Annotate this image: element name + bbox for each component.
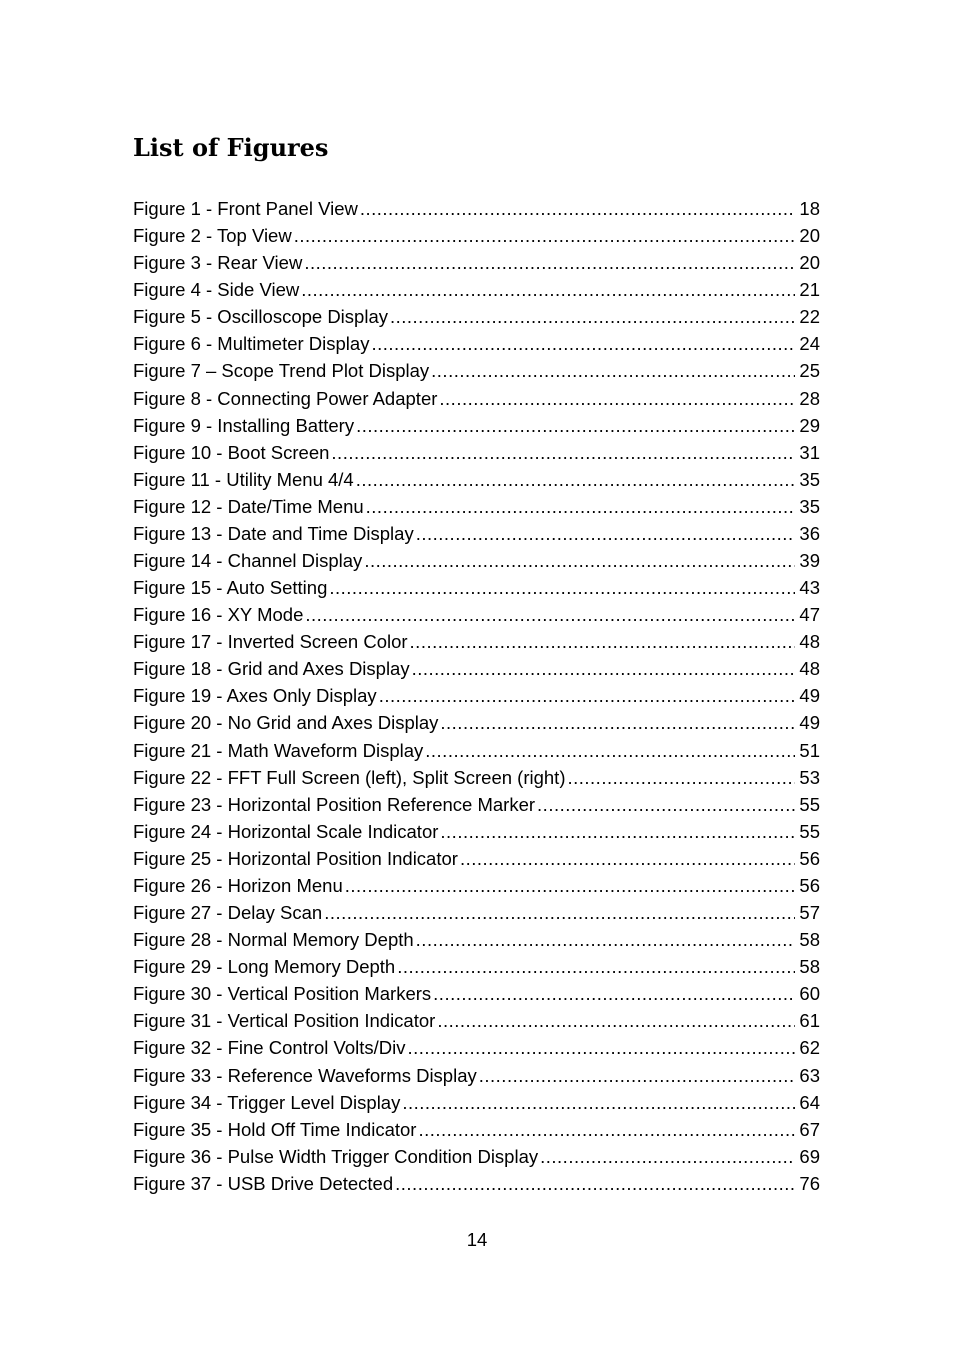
figure-title: Figure 19 - Axes Only Display xyxy=(133,685,377,707)
figure-list-item[interactable] xyxy=(133,1089,820,1116)
figure-title: Figure 23 - Horizontal Position Reference Marker xyxy=(133,793,536,815)
dot-leader xyxy=(331,439,795,466)
figure-list-item[interactable] xyxy=(133,791,820,818)
figure-page-number: 39 xyxy=(799,550,820,572)
figure-list-item[interactable] xyxy=(133,818,820,845)
figure-title: Figure 9 - Installing Battery xyxy=(133,414,355,436)
figure-title: Figure 33 - Reference Waveforms Display xyxy=(133,1064,477,1086)
figure-page-number: 63 xyxy=(799,1064,820,1086)
figure-list-item[interactable] xyxy=(133,330,820,357)
page-number: 14 xyxy=(466,1229,488,1250)
figure-page-number: 35 xyxy=(799,468,820,490)
figure-title: Figure 1 - Front Panel View xyxy=(133,198,358,219)
figure-page-number: 43 xyxy=(799,577,820,599)
dot-leader xyxy=(416,520,796,547)
figure-list-item[interactable] xyxy=(133,574,820,601)
figure-page-number: 35 xyxy=(799,495,820,517)
figure-list-item[interactable] xyxy=(133,655,820,682)
figure-page-number: 57 xyxy=(799,902,820,924)
figure-page-number: 25 xyxy=(799,360,820,382)
dot-leader xyxy=(537,791,795,818)
dot-leader xyxy=(439,385,795,412)
figure-page-number: 29 xyxy=(799,414,820,436)
dot-leader xyxy=(460,845,795,872)
figure-page-number: 51 xyxy=(799,739,820,761)
dot-leader xyxy=(416,926,796,953)
dot-leader xyxy=(329,574,795,601)
figure-page-number: 49 xyxy=(799,685,820,707)
figure-list-item[interactable] xyxy=(133,953,820,980)
figure-title: Figure 28 - Normal Memory Depth xyxy=(133,929,414,951)
dot-leader xyxy=(356,412,795,439)
dot-leader xyxy=(294,222,796,249)
figure-page-number: 69 xyxy=(799,1145,820,1167)
dot-leader xyxy=(440,709,795,736)
dot-leader xyxy=(324,899,795,926)
figure-list-item[interactable] xyxy=(133,682,820,709)
dot-leader xyxy=(567,764,795,791)
figure-page-number: 31 xyxy=(799,441,820,463)
figure-list-item[interactable] xyxy=(133,547,820,574)
dot-leader xyxy=(305,601,795,628)
figure-title: Figure 8 - Connecting Power Adapter xyxy=(133,387,438,409)
figure-page-number: 21 xyxy=(799,279,820,301)
figure-title: Figure 35 - Hold Off Time Indicator xyxy=(133,1118,417,1140)
figure-list-item[interactable] xyxy=(133,1170,820,1197)
dot-leader xyxy=(431,357,795,384)
figure-page-number: 20 xyxy=(799,252,820,274)
figure-title: Figure 34 - Trigger Level Display xyxy=(133,1091,401,1113)
figure-title: Figure 37 - USB Drive Detected xyxy=(133,1172,394,1194)
figure-page-number: 76 xyxy=(799,1172,820,1194)
figure-title: Figure 18 - Grid and Axes Display xyxy=(133,658,410,680)
figure-page-number: 22 xyxy=(799,306,820,328)
dot-leader xyxy=(379,682,796,709)
figure-list-item[interactable] xyxy=(133,357,820,384)
figure-list-item[interactable] xyxy=(133,601,820,628)
figure-title: Figure 25 - Horizontal Position Indicator xyxy=(133,847,458,869)
figure-page-number: 58 xyxy=(799,929,820,951)
dot-leader xyxy=(356,466,796,493)
figure-list-item[interactable] xyxy=(133,439,820,466)
figure-page-number: 55 xyxy=(799,820,820,842)
dot-leader xyxy=(364,547,795,574)
figure-list-item[interactable] xyxy=(133,385,820,412)
figure-title: Figure 4 - Side View xyxy=(133,279,300,301)
figure-list-item[interactable] xyxy=(133,222,820,249)
figure-title: Figure 31 - Vertical Position Indicator xyxy=(133,1010,436,1032)
figure-title: Figure 15 - Auto Setting xyxy=(133,577,328,599)
figure-page-number: 67 xyxy=(799,1118,820,1140)
dot-leader xyxy=(360,195,796,222)
figure-title: Figure 6 - Multimeter Display xyxy=(133,333,370,355)
figure-page-number: 36 xyxy=(799,522,820,544)
figure-title: Figure 5 - Oscilloscope Display xyxy=(133,306,388,328)
figure-title: Figure 12 - Date/Time Menu xyxy=(133,495,364,517)
figure-list-item[interactable] xyxy=(133,195,820,222)
dot-leader xyxy=(397,953,795,980)
figure-title: Figure 13 - Date and Time Display xyxy=(133,522,414,544)
dot-leader xyxy=(395,1170,795,1197)
figure-list-item[interactable] xyxy=(133,899,820,926)
figure-list-item[interactable] xyxy=(133,303,820,330)
figure-title: Figure 30 - Vertical Position Markers xyxy=(133,983,432,1005)
figure-list-item[interactable] xyxy=(133,1143,820,1170)
figure-title: Figure 32 - Fine Control Volts/Div xyxy=(133,1037,406,1059)
figure-list-item[interactable] xyxy=(133,412,820,439)
dot-leader xyxy=(437,1007,795,1034)
figure-title: Figure 27 - Delay Scan xyxy=(133,902,323,924)
figure-page-number: 48 xyxy=(799,631,820,653)
figure-list-item[interactable] xyxy=(133,1007,820,1034)
figure-title: Figure 17 - Inverted Screen Color xyxy=(133,631,408,653)
figure-list-item[interactable] xyxy=(133,980,820,1007)
figure-title: Figure 29 - Long Memory Depth xyxy=(133,956,396,978)
figure-title: Figure 26 - Horizon Menu xyxy=(133,874,343,896)
figure-page-number: 64 xyxy=(799,1091,820,1113)
dot-leader xyxy=(410,628,796,655)
dot-leader xyxy=(345,872,796,899)
figure-title: Figure 14 - Channel Display xyxy=(133,550,363,572)
figure-title: Figure 7 – Scope Trend Plot Display xyxy=(133,360,430,382)
figure-page-number: 20 xyxy=(799,225,820,247)
dot-leader xyxy=(440,818,795,845)
figure-list-item[interactable] xyxy=(133,845,820,872)
figure-page-number: 28 xyxy=(799,387,820,409)
figure-list-item[interactable] xyxy=(133,276,820,303)
figure-page-number: 62 xyxy=(799,1037,820,1059)
figure-list-item[interactable] xyxy=(133,1062,820,1089)
dot-leader xyxy=(390,303,795,330)
figure-title: Figure 22 - FFT Full Screen (left), Split Screen (right) xyxy=(133,766,566,788)
dot-leader xyxy=(371,330,795,357)
dot-leader xyxy=(412,655,796,682)
figure-page-number: 56 xyxy=(799,874,820,896)
figure-page-number: 53 xyxy=(799,766,820,788)
dot-leader xyxy=(301,276,795,303)
figure-list-item[interactable] xyxy=(133,709,820,736)
dot-leader xyxy=(418,1116,795,1143)
figure-page-number: 47 xyxy=(799,604,820,626)
figure-list-item[interactable] xyxy=(133,1034,820,1061)
figure-list-item[interactable] xyxy=(133,872,820,899)
figure-page-number: 24 xyxy=(799,333,820,355)
figure-list-item[interactable] xyxy=(133,1116,820,1143)
figure-title: Figure 24 - Horizontal Scale Indicator xyxy=(133,820,439,842)
figure-page-number: 60 xyxy=(799,983,820,1005)
figure-page-number: 48 xyxy=(799,658,820,680)
dot-leader xyxy=(425,737,795,764)
figure-title: Figure 2 - Top View xyxy=(133,225,292,247)
dot-leader xyxy=(407,1034,795,1061)
figure-title: Figure 10 - Boot Screen xyxy=(133,441,330,463)
figure-title: Figure 36 - Pulse Width Trigger Condition Display xyxy=(133,1145,539,1167)
figure-list-item[interactable] xyxy=(133,520,820,547)
figure-page-number: 18 xyxy=(799,198,820,219)
dot-leader xyxy=(402,1089,795,1116)
figure-page-number: 56 xyxy=(799,847,820,869)
figure-page-number: 55 xyxy=(799,793,820,815)
figure-list-item[interactable] xyxy=(133,764,820,791)
figure-title: Figure 3 - Rear View xyxy=(133,252,303,274)
dot-leader xyxy=(540,1143,795,1170)
figure-page-number: 49 xyxy=(799,712,820,734)
figure-list-item[interactable] xyxy=(133,737,820,764)
figure-page-number: 58 xyxy=(799,956,820,978)
figure-list-item[interactable] xyxy=(133,628,820,655)
figure-title: Figure 11 - Utility Menu 4/4 xyxy=(133,468,354,490)
figure-title: Figure 20 - No Grid and Axes Display xyxy=(133,712,439,734)
dot-leader xyxy=(433,980,795,1007)
figure-list-item[interactable] xyxy=(133,466,820,493)
figure-list-item[interactable] xyxy=(133,249,820,276)
page-title: List of Figures xyxy=(133,133,329,162)
dot-leader xyxy=(304,249,795,276)
figure-title: Figure 21 - Math Waveform Display xyxy=(133,739,424,761)
figure-list xyxy=(133,195,820,1197)
dot-leader xyxy=(366,493,796,520)
dot-leader xyxy=(479,1062,796,1089)
figure-page-number: 61 xyxy=(799,1010,820,1032)
figure-title: Figure 16 - XY Mode xyxy=(133,604,304,626)
figure-list-item[interactable] xyxy=(133,493,820,520)
figure-list-item[interactable] xyxy=(133,926,820,953)
